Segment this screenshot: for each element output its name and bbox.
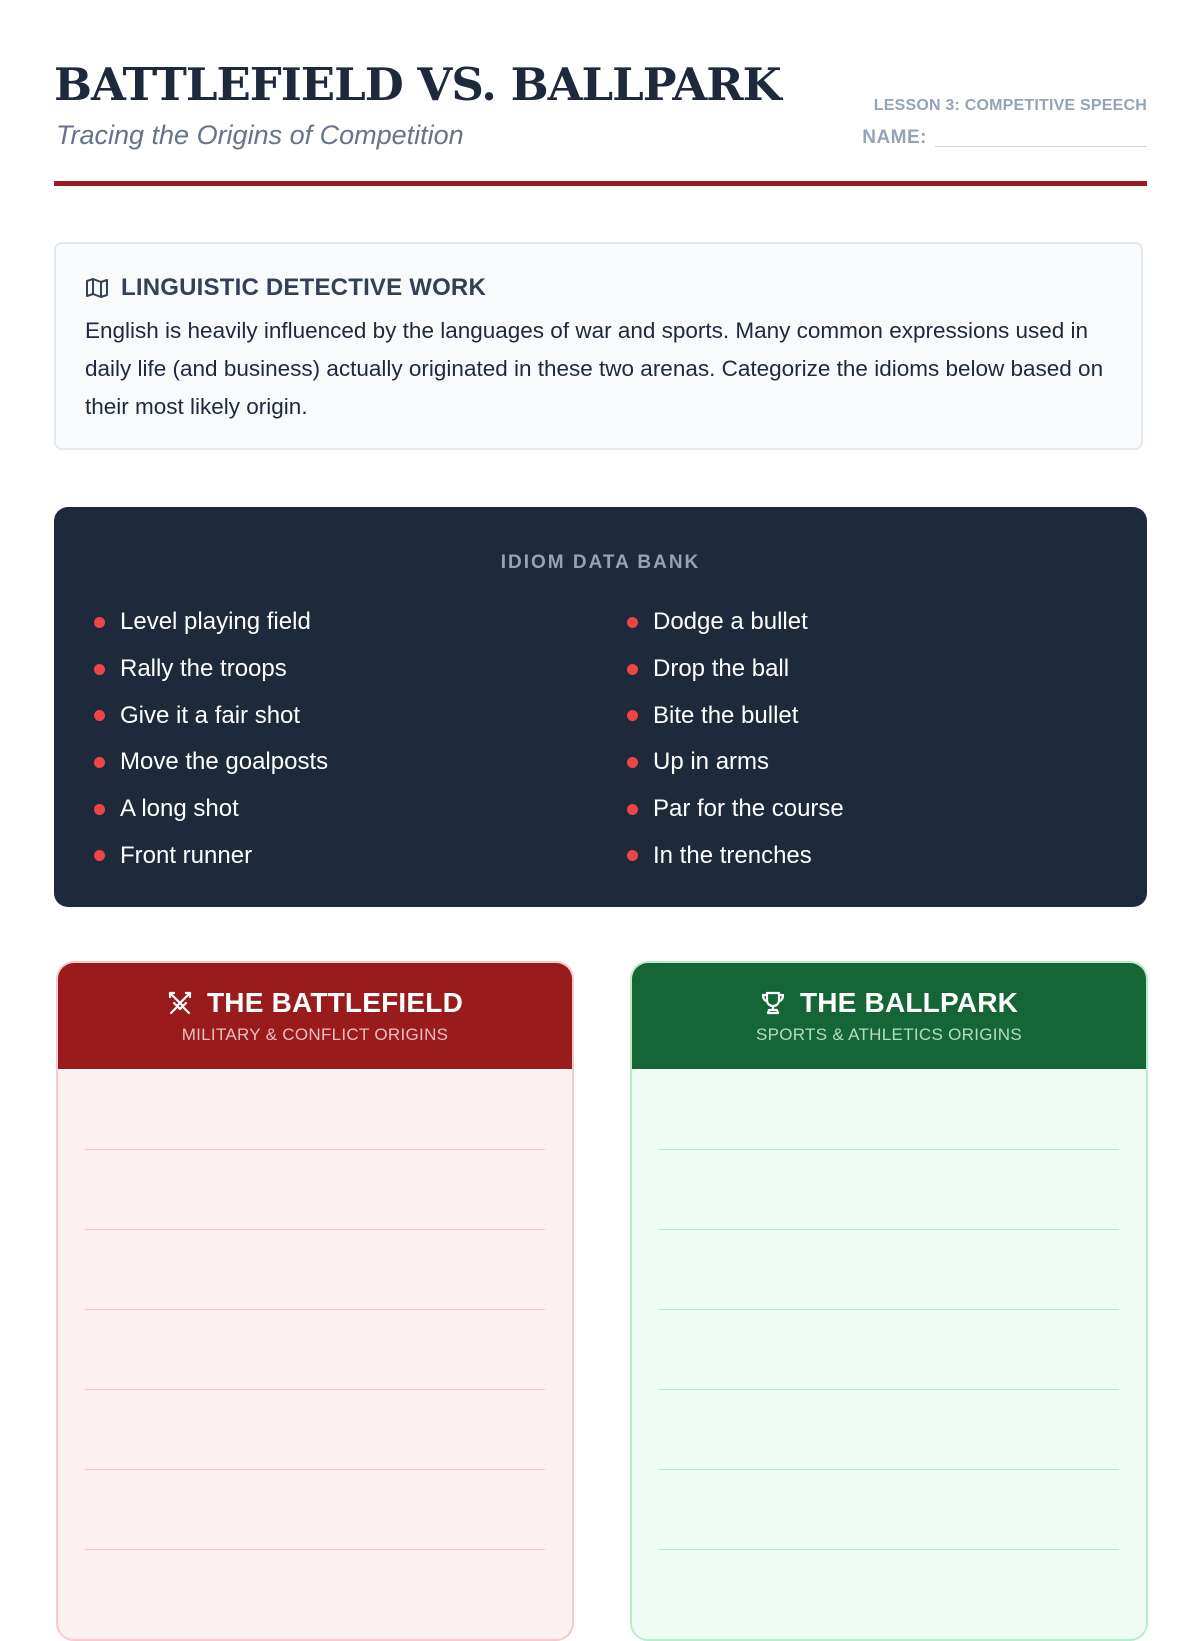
idiom-item <box>94 599 328 646</box>
ballpark-header <box>632 963 1146 1069</box>
worksheet-header <box>54 0 1147 190</box>
ballpark-title-row <box>760 987 1018 1019</box>
idiom-text: Level playing field <box>120 608 311 636</box>
trophy-icon <box>760 990 786 1016</box>
name-label: NAME: <box>862 127 927 148</box>
worksheet-page <box>54 0 1147 1044</box>
answer-line[interactable] <box>85 1389 545 1390</box>
battlefield-column <box>56 961 574 1641</box>
idiom-text: Move the goalposts <box>120 748 329 776</box>
answer-line[interactable] <box>659 1229 1119 1230</box>
answer-line[interactable] <box>659 1549 1119 1550</box>
answer-line[interactable] <box>85 1309 545 1310</box>
idiom-data-bank <box>54 507 1147 907</box>
battlefield-title-row <box>167 987 463 1019</box>
crossed-swords-icon <box>167 990 193 1016</box>
idiom-text: Dodge a bullet <box>653 608 808 636</box>
idiom-text: Par for the course <box>653 795 844 823</box>
answer-line[interactable] <box>659 1149 1119 1150</box>
idiom-item <box>94 786 328 833</box>
answer-line[interactable] <box>659 1309 1119 1310</box>
intro-title: LINGUISTIC DETECTIVE WORK <box>121 274 486 301</box>
bullet-icon <box>627 617 638 628</box>
answer-line[interactable] <box>659 1469 1119 1470</box>
data-bank-title: IDIOM DATA BANK <box>500 552 701 573</box>
ballpark-title: THE BALLPARK <box>799 987 1019 1018</box>
idiom-item <box>627 786 844 833</box>
answer-line[interactable] <box>659 1389 1119 1390</box>
idiom-text: Rally the troops <box>120 655 287 683</box>
intro-text: English is heavily influenced by the languages of war and sports. Many common expressions used in daily life (and business) actually originated in these two arenas. Categorize the idioms below based on their most likely origin. <box>85 318 1104 419</box>
bullet-icon <box>94 664 105 675</box>
bullet-icon <box>627 664 638 675</box>
idiom-item <box>94 646 328 693</box>
idiom-item <box>94 832 328 879</box>
page-title: BATTLEFIELD VS. BALLPARK <box>54 58 781 111</box>
idiom-item <box>627 832 844 879</box>
name-blank-line[interactable] <box>935 146 1147 147</box>
idiom-item <box>94 692 328 739</box>
battlefield-title: THE BATTLEFIELD <box>206 987 463 1018</box>
bullet-icon <box>627 710 638 721</box>
idiom-item <box>94 739 328 786</box>
idiom-item <box>627 646 844 693</box>
idiom-text: Give it a fair shot <box>120 701 301 729</box>
idiom-text: Up in arms <box>653 748 770 776</box>
idiom-text: Front runner <box>120 841 253 869</box>
intro-box <box>54 242 1143 450</box>
page-subtitle: Tracing the Origins of Competition <box>56 120 464 150</box>
idiom-text: Drop the ball <box>653 655 790 683</box>
intro-heading <box>85 272 1113 304</box>
bullet-icon <box>94 617 105 628</box>
bullet-icon <box>94 757 105 768</box>
bullet-icon <box>94 710 105 721</box>
idiom-text: A long shot <box>120 795 239 823</box>
battlefield-header <box>58 963 572 1069</box>
map-icon <box>85 277 109 299</box>
name-field <box>862 127 1147 149</box>
idiom-item <box>627 739 844 786</box>
idiom-item <box>627 599 844 646</box>
answer-line[interactable] <box>85 1149 545 1150</box>
battlefield-subtitle: MILITARY & CONFLICT ORIGINS <box>181 1025 449 1044</box>
ballpark-subtitle: SPORTS & ATHLETICS ORIGINS <box>755 1025 1022 1044</box>
ballpark-column <box>630 961 1148 1641</box>
idiom-list-left <box>94 599 328 879</box>
idiom-list-right <box>627 599 844 879</box>
idiom-text: Bite the bullet <box>653 701 799 729</box>
answer-line[interactable] <box>85 1229 545 1230</box>
bullet-icon <box>627 850 638 861</box>
bullet-icon <box>94 804 105 815</box>
bullet-icon <box>627 804 638 815</box>
header-divider <box>54 181 1147 186</box>
bullet-icon <box>94 850 105 861</box>
idiom-item <box>627 692 844 739</box>
idiom-text: In the trenches <box>653 841 812 869</box>
answer-line[interactable] <box>85 1549 545 1550</box>
answer-line[interactable] <box>85 1469 545 1470</box>
lesson-label: LESSON 3: COMPETITIVE SPEECH <box>873 97 1147 114</box>
bullet-icon <box>627 757 638 768</box>
